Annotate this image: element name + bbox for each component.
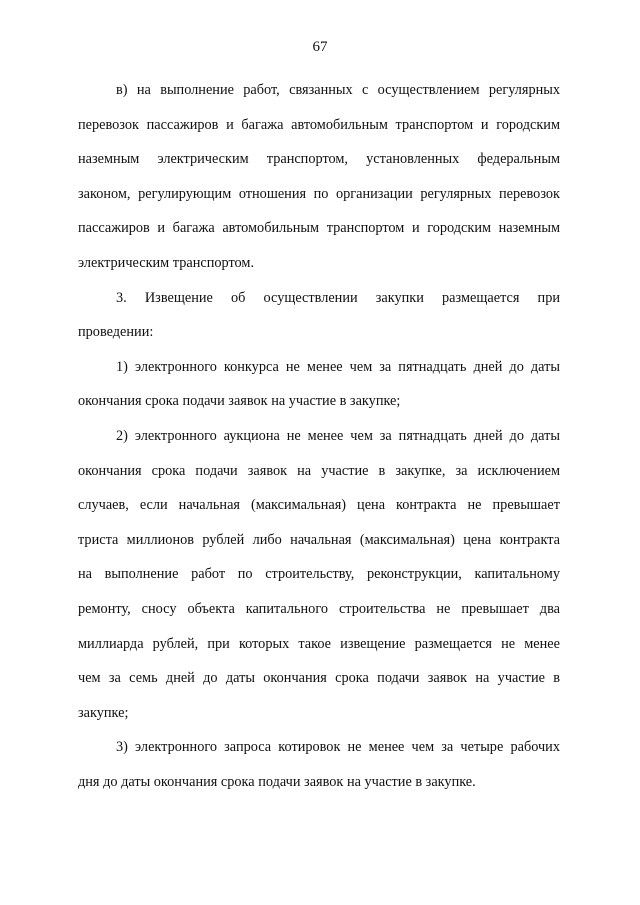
text-line: дня до даты окончания срока подачи заявок на участие в закупке.: [78, 773, 476, 790]
text-line: миллиарда рублей, при которых такое извещение размещается не менее: [78, 635, 560, 652]
text-line: пассажиров и багажа автомобильным транспортом и городским наземным: [78, 220, 560, 237]
text-line: наземным электрическим транспортом, установленных федеральным: [78, 151, 560, 168]
text-line: закупке;: [78, 704, 129, 721]
text-line: случаев, если начальная (максимальная) цена контракта не превышает: [78, 497, 560, 514]
paragraph-v-transport: [78, 73, 560, 281]
paragraph-3-notice: [78, 281, 560, 350]
paragraph-1-contest: [78, 350, 560, 419]
text-line: чем за семь дней до даты окончания срока подачи заявок на участие в: [78, 670, 560, 687]
page-number: 67: [312, 39, 328, 55]
text-line: окончания срока подачи заявок на участие в закупке, за исключением: [78, 462, 560, 479]
text-line: триста миллионов рублей либо начальная (максимальная) цена контракта: [78, 531, 560, 548]
text-line: перевозок пассажиров и багажа автомобильным транспортом и городским: [78, 116, 560, 133]
text-line: 2) электронного аукциона не менее чем за пятнадцать дней до даты: [116, 427, 560, 444]
text-line: в) на выполнение работ, связанных с осуществлением регулярных: [116, 82, 560, 98]
text-line: ремонту, сносу объекта капитального строительства не превышает два: [78, 600, 560, 617]
paragraph-3-quotation: [78, 730, 560, 799]
paragraph-2-auction: [78, 419, 560, 730]
text-line: проведении:: [78, 324, 154, 341]
text-line: 3) электронного запроса котировок не менее чем за четыре рабочих: [116, 739, 560, 756]
text-line: окончания срока подачи заявок на участие в закупке;: [78, 393, 401, 410]
text-line: электрическим транспортом.: [78, 254, 255, 271]
text-line: законом, регулирующим отношения по организации регулярных перевозок: [78, 185, 560, 202]
text-line: на выполнение работ по строительству, реконструкции, капитальному: [78, 566, 560, 583]
text-line: 3. Извещение об осуществлении закупки размещается при: [116, 289, 560, 306]
text-line: 1) электронного конкурса не менее чем за пятнадцать дней до даты: [116, 358, 560, 375]
document-body: [78, 73, 560, 799]
